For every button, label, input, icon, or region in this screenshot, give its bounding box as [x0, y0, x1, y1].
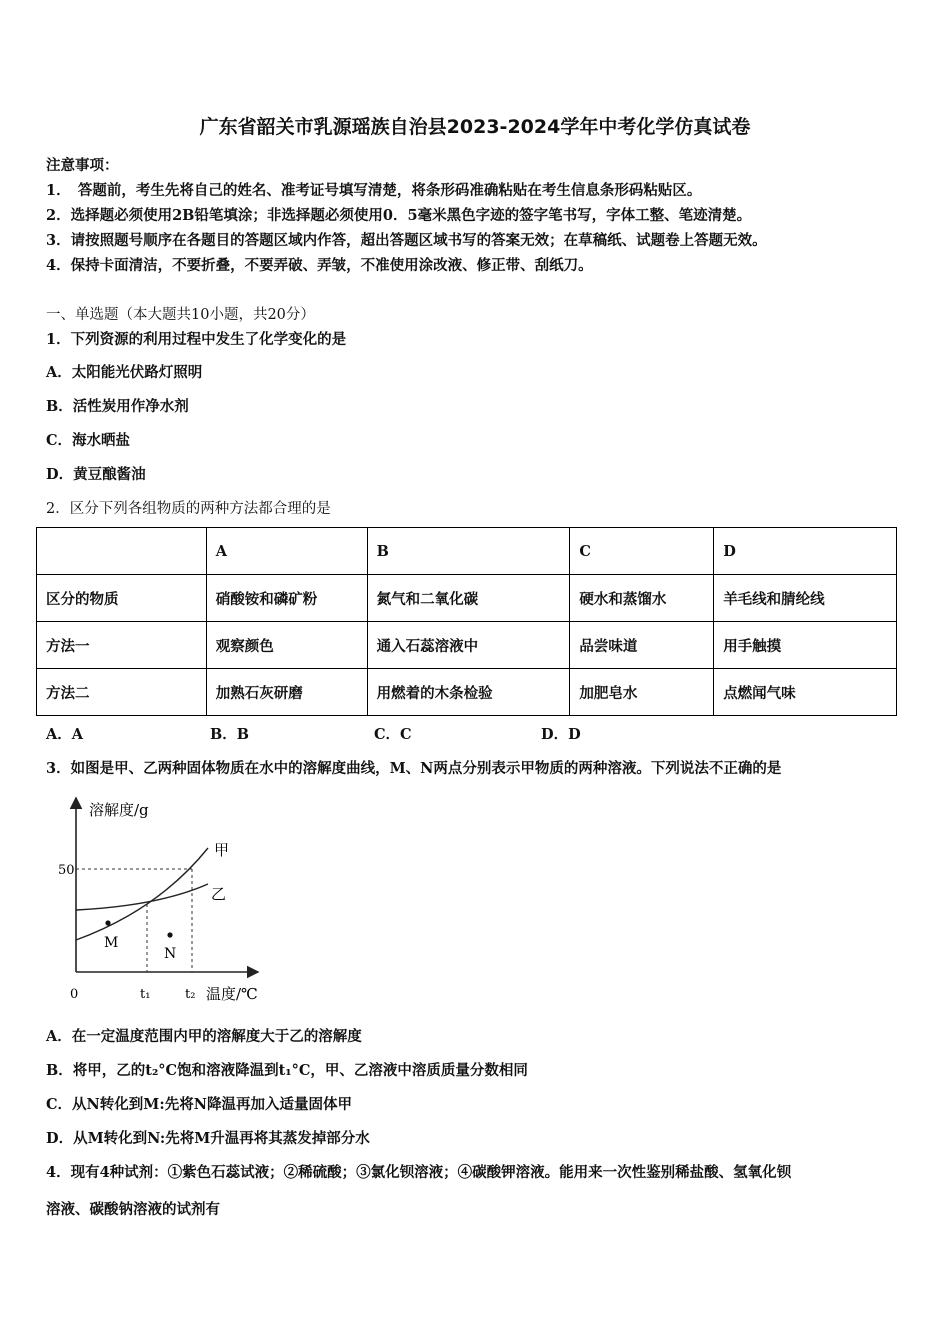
question-1-option-a: A．太阳能光伏路灯照明 — [46, 364, 203, 381]
question-2-table — [36, 527, 897, 716]
question-2-option-b: B．B — [210, 726, 250, 743]
table-cell — [37, 528, 207, 575]
question-3-option-d: D．从M转化到N:先将M升温再将其蒸发掉部分水 — [46, 1130, 370, 1147]
series-label: 甲 — [214, 841, 230, 859]
table-cell: A — [206, 528, 367, 575]
page-title: 广东省韶关市乳源瑶族自治县2023-2024学年中考化学仿真试卷 — [199, 116, 751, 138]
table-cell: B — [367, 528, 570, 575]
table-cell: 硬水和蒸馏水 — [570, 575, 714, 622]
point-n — [167, 932, 172, 937]
table-cell: 用手触摸 — [714, 622, 897, 669]
table-cell: 方法二 — [37, 669, 207, 716]
question-2-option-a: A．A — [46, 726, 84, 743]
table-cell: 硝酸铵和磷矿粉 — [206, 575, 367, 622]
question-1-stem: 1．下列资源的利用过程中发生了化学变化的是 — [46, 331, 347, 348]
point-label: M — [104, 935, 119, 951]
y-tick-label: 50 — [58, 863, 75, 878]
table-cell: 品尝味道 — [570, 622, 714, 669]
notice-heading: 注意事项： — [46, 157, 119, 174]
y-axis-label: 溶解度/g — [89, 801, 149, 819]
notice-item: 3．请按照题号顺序在各题目的答题区域内作答，超出答题区域书写的答案无效；在草稿纸、试题卷上答题无效。 — [46, 232, 767, 249]
table-cell: 氮气和二氧化碳 — [367, 575, 570, 622]
table-cell: 区分的物质 — [37, 575, 207, 622]
table-row — [37, 669, 897, 716]
point-label: N — [164, 946, 177, 962]
x-axis-label: 温度/℃ — [206, 985, 258, 1003]
question-2-option-c: C．C — [374, 726, 412, 743]
series-jia-curve — [76, 848, 208, 940]
question-3-option-c: C．从N转化到M:先将N降温再加入适量固体甲 — [46, 1096, 352, 1113]
question-3-option-a: A．在一定温度范围内甲的溶解度大于乙的溶解度 — [46, 1028, 362, 1045]
section-heading: 一、单选题（本大题共10小题，共20分） — [46, 307, 315, 323]
table-cell: 点燃闻气味 — [714, 669, 897, 716]
notice-item: 1． 答题前，考生先将自己的姓名、准考证号填写清楚，将条形码准确粘贴在考生信息条形码粘贴区。 — [46, 182, 702, 199]
origin-label: 0 — [70, 987, 79, 1002]
series-label: 乙 — [211, 885, 227, 903]
notice-item: 2．选择题必须使用2B铅笔填涂；非选择题必须使用0．5毫米黑色字迹的签字笔书写，字体工整、笔迹清楚。 — [46, 207, 752, 224]
table-cell: 观察颜色 — [206, 622, 367, 669]
question-2-stem: 2．区分下列各组物质的两种方法都合理的是 — [46, 501, 331, 517]
table-cell: 加肥皂水 — [570, 669, 714, 716]
question-4-stem: 4．现有4种试剂：①紫色石蕊试液；②稀硫酸；③氯化钡溶液；④碳酸钾溶液。能用来一次性鉴别稀盐酸、氢氧化钡 — [46, 1164, 792, 1181]
table-cell: C — [570, 528, 714, 575]
table-row — [37, 622, 897, 669]
table-cell: 方法一 — [37, 622, 207, 669]
solubility-chart — [48, 792, 278, 1007]
table-cell: 羊毛线和腈纶线 — [714, 575, 897, 622]
series-yi-curve — [76, 884, 208, 910]
question-4-stem-continued: 溶液、碳酸钠溶液的试剂有 — [46, 1201, 220, 1218]
table-cell: D — [714, 528, 897, 575]
question-1-option-b: B．活性炭用作净水剂 — [46, 398, 189, 415]
question-1-option-d: D．黄豆酿酱油 — [46, 466, 146, 483]
x-tick-label: t₁ — [140, 987, 151, 1002]
question-3-stem: 3．如图是甲、乙两种固体物质在水中的溶解度曲线，M、N两点分别表示甲物质的两种溶液。下列说法不正确的是 — [46, 760, 782, 777]
table-row — [37, 575, 897, 622]
question-3-option-b: B．将甲，乙的t₂°C饱和溶液降温到t₁°C，甲、乙溶液中溶质质量分数相同 — [46, 1062, 528, 1079]
table-cell: 用燃着的木条检验 — [367, 669, 570, 716]
x-tick-label: t₂ — [185, 987, 196, 1002]
question-2-option-d: D．D — [541, 726, 581, 743]
notice-item: 4．保持卡面清洁，不要折叠，不要弄破、弄皱，不准使用涂改液、修正带、刮纸刀。 — [46, 257, 593, 274]
question-1-option-c: C．海水晒盐 — [46, 432, 131, 449]
table-cell: 通入石蕊溶液中 — [367, 622, 570, 669]
point-m — [105, 920, 110, 925]
table-row — [37, 528, 897, 575]
table-cell: 加熟石灰研磨 — [206, 669, 367, 716]
